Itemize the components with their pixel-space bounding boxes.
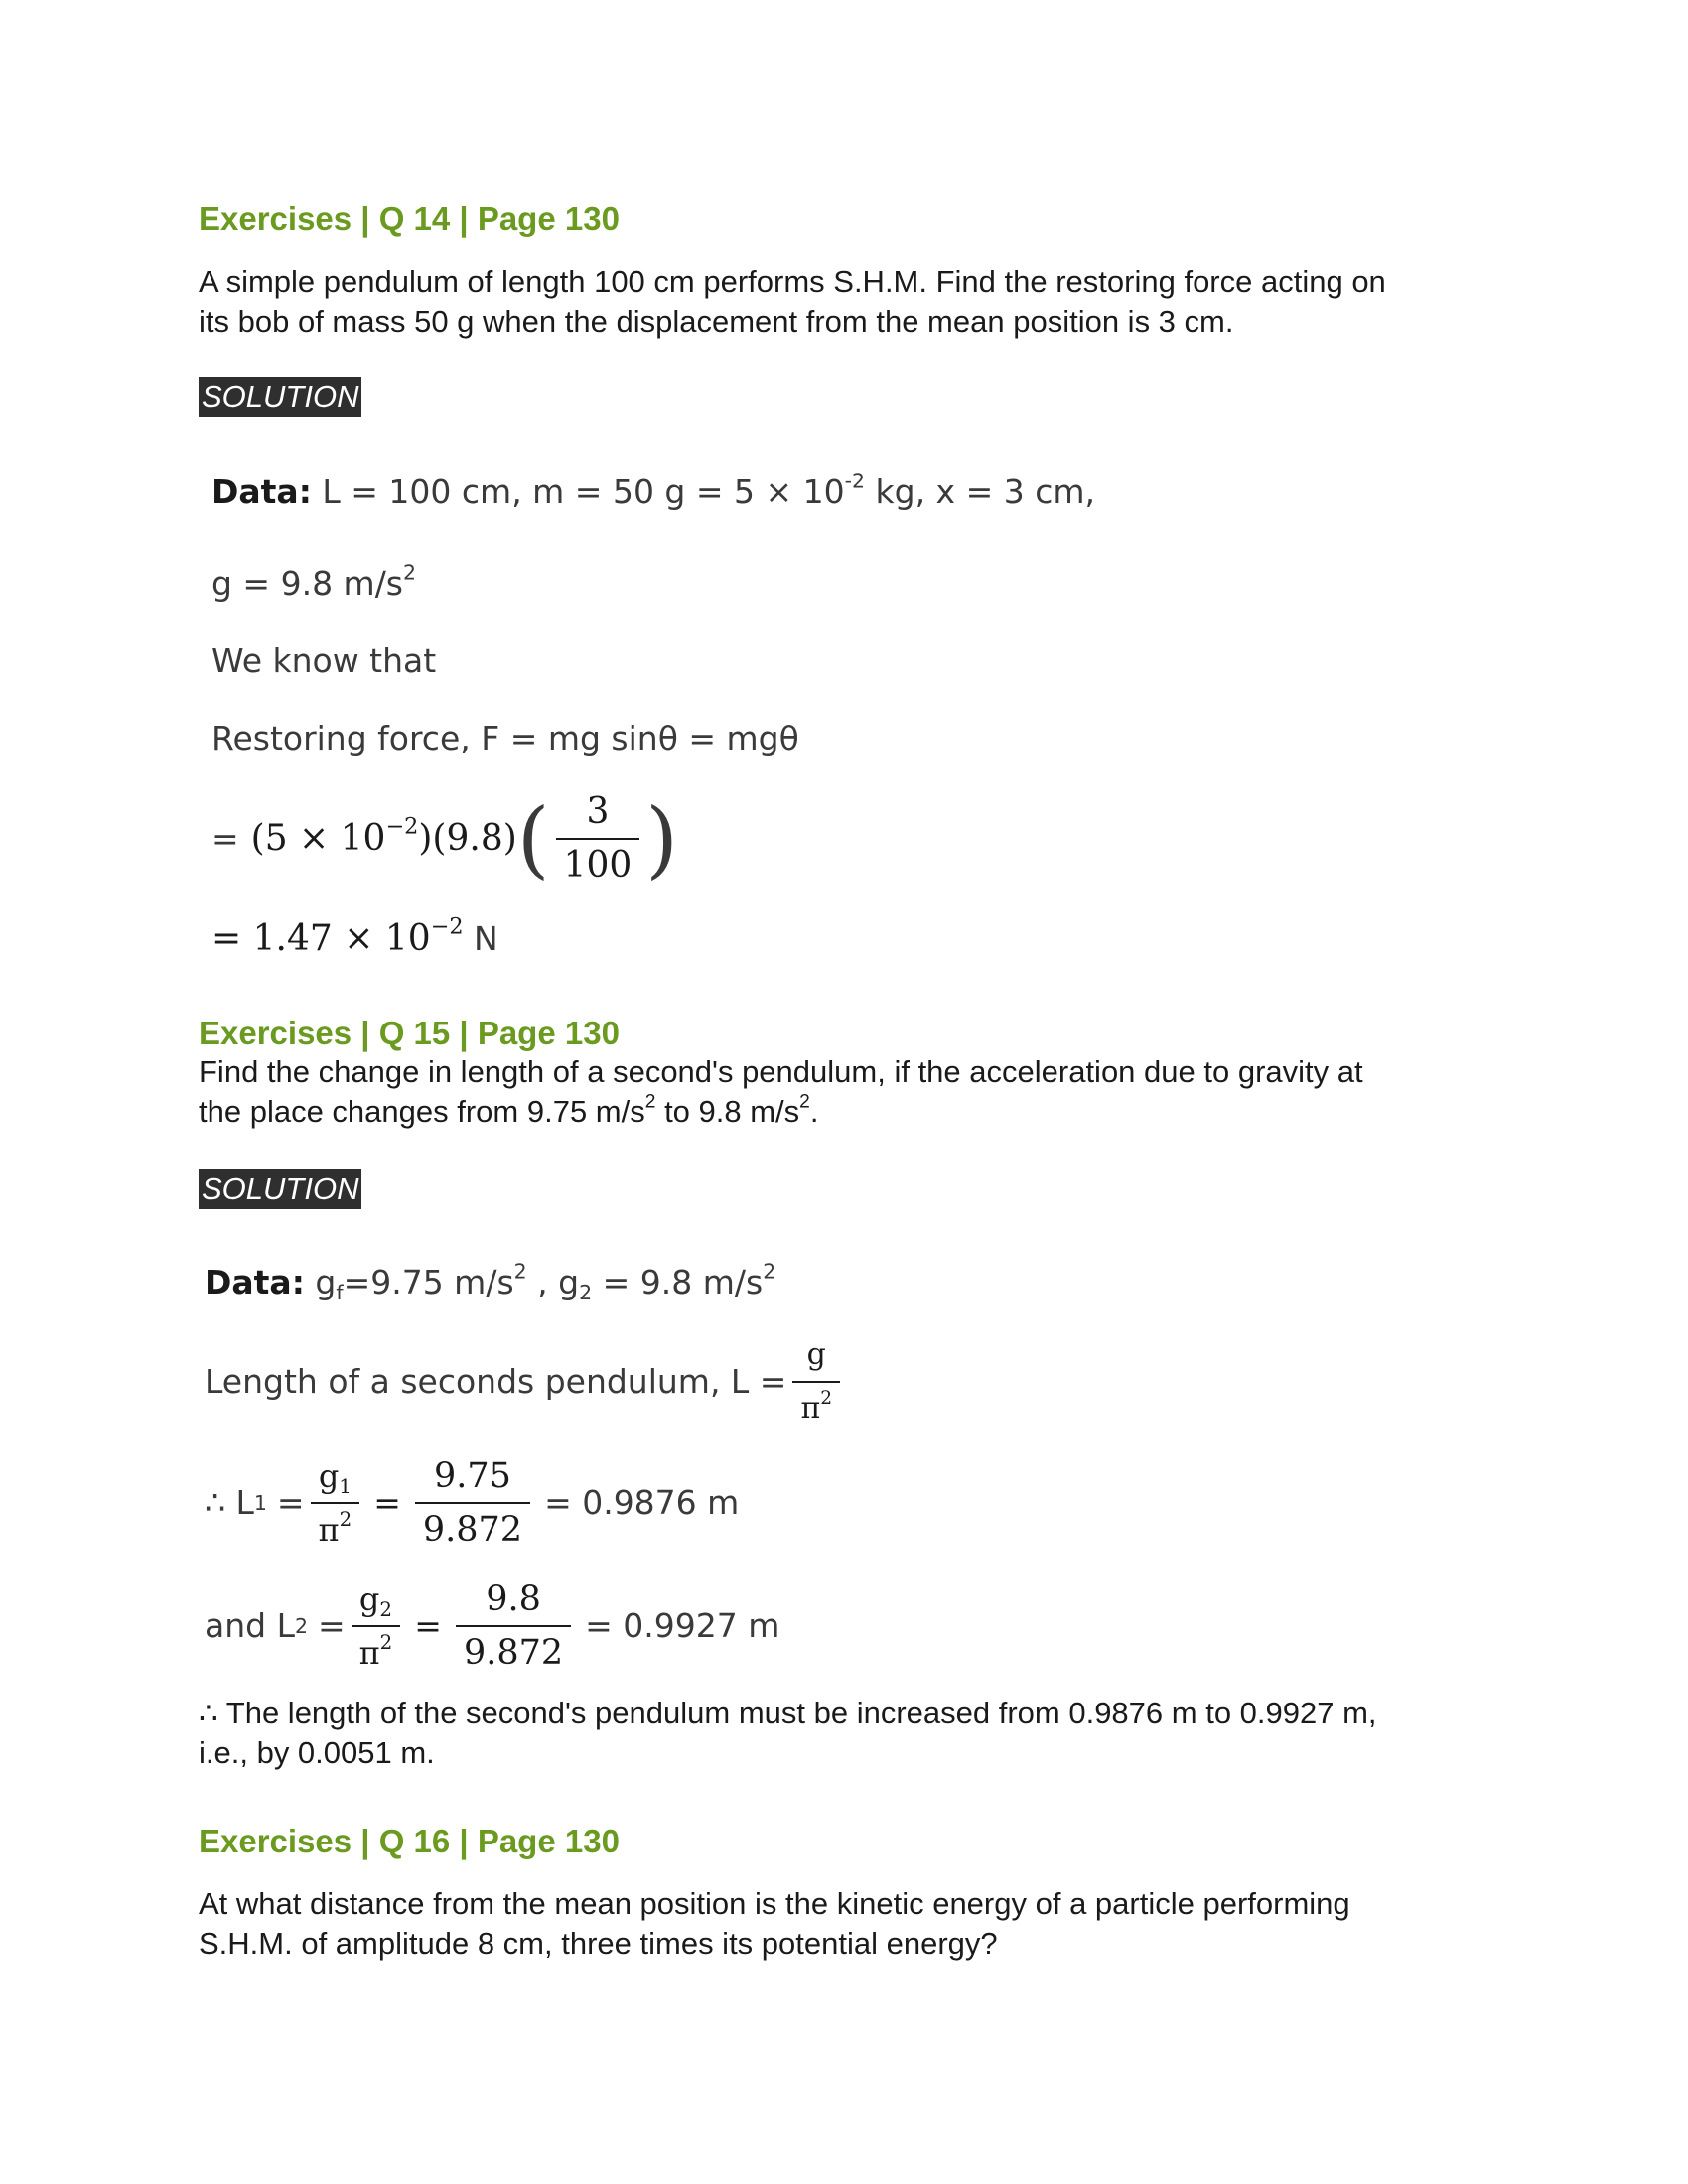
q15-l2-fraction2: [456, 1579, 571, 1673]
q15-question: [199, 1052, 1509, 1132]
q15-l2-line: and L 2 = $\frac{g_2}{\pi^2}$ = $\frac{9.8}{9.872}$ = 0.9927 m: [205, 1579, 780, 1673]
q15-l1-eq: =: [276, 1483, 305, 1522]
q14-question-line1: A simple pendulum of length 100 cm performs S.H.M. Find the restoring force acting on: [199, 264, 1386, 299]
q14-fraction-den: 100: [556, 838, 640, 886]
q14-calc-line: [211, 784, 678, 893]
q15-g1-sub: f: [336, 1281, 344, 1305]
q15-l1-fraction2: [415, 1456, 530, 1550]
q15-l1-den-exp: 2: [339, 1508, 352, 1532]
q14-right-paren: ): [645, 790, 679, 887]
q14-result-exp: −2: [430, 913, 464, 940]
q15-g2-exp: 2: [763, 1259, 776, 1284]
q14-solution-badge: [199, 379, 361, 415]
q15-l1-den-pi: π: [318, 1511, 340, 1549]
q14-data-label: Data:: [211, 473, 312, 511]
q15-conclusion-line1: ∴ The length of the second's pendulum must be increased from 0.9876 m to 0.9927 m,: [199, 1696, 1377, 1730]
q14-data-exp: -2: [844, 469, 866, 493]
q15-l1-num2: 9.75: [433, 1456, 511, 1496]
q14-question-line2: its bob of mass 50 g when the displacement from the mean position is 3 cm.: [199, 304, 1234, 339]
q14-calc-a: (5 × 10: [250, 818, 386, 859]
q15-g1-val: =9.75 m/s: [343, 1263, 514, 1301]
q16-question-line2: S.H.M. of amplitude 8 cm, three times its potential energy?: [199, 1926, 998, 1961]
q15-question-line2-c: .: [809, 1094, 819, 1129]
q15-length-fraction: [792, 1335, 840, 1429]
q15-length-num: g: [806, 1337, 826, 1372]
q14-calc-a-close: )(9.8): [418, 818, 517, 859]
q16-question: [199, 1884, 1509, 1964]
q15-l1-num-sub: 1: [339, 1474, 352, 1498]
q15-g2-sym: g: [558, 1263, 580, 1301]
q15-l2-num-sub: 2: [379, 1597, 393, 1621]
q15-l2-eq: =: [317, 1606, 346, 1645]
q15-g1-sym: g: [315, 1263, 337, 1301]
q14-header: Exercises | Q 14 | Page 130: [199, 201, 620, 237]
q14-g-text: g = 9.8 m/s: [211, 564, 404, 603]
q14-result-unit: N: [474, 919, 498, 958]
q15-l1-result: = 0.9876 m: [544, 1483, 740, 1522]
q15-l1-den: [311, 1502, 360, 1550]
q15-conclusion: [199, 1694, 1509, 1773]
q15-l1-fraction: [311, 1456, 360, 1550]
q14-g-exp: 2: [403, 560, 417, 585]
q15-l2-den-pi: π: [358, 1634, 380, 1672]
q14-g-line: [211, 562, 416, 606]
q14-solution-label: SOLUTION: [199, 377, 361, 417]
q14-data-text-a: L = 100 cm, m = 50 g = 5 × 10: [322, 473, 845, 511]
q14-left-paren: (: [516, 790, 550, 887]
q14-fraction: [556, 792, 640, 886]
q15-l2-fraction: [352, 1579, 401, 1673]
q15-question-line2-a: the place changes from 9.75 m/s: [199, 1094, 645, 1129]
q15-l2-result: = 0.9927 m: [585, 1606, 780, 1645]
q15-l2-num: [352, 1579, 400, 1625]
q15-solution-badge: [199, 1171, 361, 1207]
q14-restoring-line: Restoring force, F = mg sinθ = mgθ: [211, 719, 799, 757]
q15-data-line: [205, 1261, 775, 1304]
q14-calc-eq: =: [211, 819, 239, 858]
q15-sep: ,: [537, 1263, 548, 1301]
q15-length-text: Length of a seconds pendulum, L =: [205, 1362, 787, 1401]
q15-solution-label: SOLUTION: [199, 1169, 361, 1209]
q15-l2-num2: 9.8: [486, 1579, 541, 1619]
q15-l1-eq2: =: [373, 1483, 401, 1522]
q15-length-line: [205, 1332, 846, 1432]
q15-g2-sub: 2: [579, 1281, 593, 1305]
q15-data-label: Data:: [205, 1263, 305, 1301]
q15-l1-num-sym: g: [318, 1457, 340, 1495]
q14-result-eq: = 1.47 × 10: [211, 918, 431, 959]
q14-fraction-num: 3: [586, 791, 610, 832]
q15-question-line2-b: to 9.8 m/s: [664, 1094, 800, 1129]
q14-result-value: [211, 913, 464, 959]
q15-l2-num-sym: g: [358, 1580, 380, 1618]
q14-we-know: We know that: [211, 641, 437, 680]
q15-conclusion-line2: i.e., by 0.0051 m.: [199, 1735, 435, 1770]
q15-l1-num: [311, 1456, 359, 1502]
q15-l1-den2: 9.872: [415, 1502, 530, 1550]
q14-calc-factors: [250, 813, 517, 861]
q15-l2-prefix: and L: [205, 1606, 295, 1645]
q14-data-text-b: kg, x = 3 cm,: [875, 473, 1095, 511]
q14-calc-a-exp: −2: [385, 813, 419, 840]
q14-data-line: [211, 471, 1095, 514]
q15-length-den-pi: π: [800, 1391, 821, 1426]
q15-l2-eq2: =: [414, 1606, 442, 1645]
q14-question: [199, 262, 1509, 341]
q16-question-line1: At what distance from the mean position is the kinetic energy of a particle performing: [199, 1886, 1350, 1921]
q15-l2-den2: 9.872: [456, 1625, 571, 1673]
q15-l2-den: [352, 1625, 401, 1673]
q15-length-den-exp: 2: [820, 1388, 833, 1410]
q15-question-line2-exp2: 2: [799, 1091, 810, 1113]
q15-l1-prefix: ∴ L: [205, 1483, 254, 1522]
q15-question-line2: [199, 1092, 1509, 1132]
q14-result-line: [211, 913, 498, 961]
q15-header: Exercises | Q 15 | Page 130: [199, 1015, 620, 1051]
q15-question-line1: Find the change in length of a second's pendulum, if the acceleration due to gravity at: [199, 1054, 1363, 1089]
q15-question-line2-exp1: 2: [644, 1091, 656, 1113]
q16-header: Exercises | Q 16 | Page 130: [199, 1823, 620, 1859]
q15-g1-exp: 2: [513, 1259, 527, 1284]
q15-l1-line: ∴ L 1 = $\frac{g_1}{\pi^2}$ = $\frac{9.75}{9.872}$ = 0.9876 m: [205, 1456, 740, 1550]
q15-g2-val: = 9.8 m/s: [602, 1263, 764, 1301]
q15-l2-den-exp: 2: [379, 1631, 393, 1655]
q15-length-den: [792, 1381, 840, 1429]
